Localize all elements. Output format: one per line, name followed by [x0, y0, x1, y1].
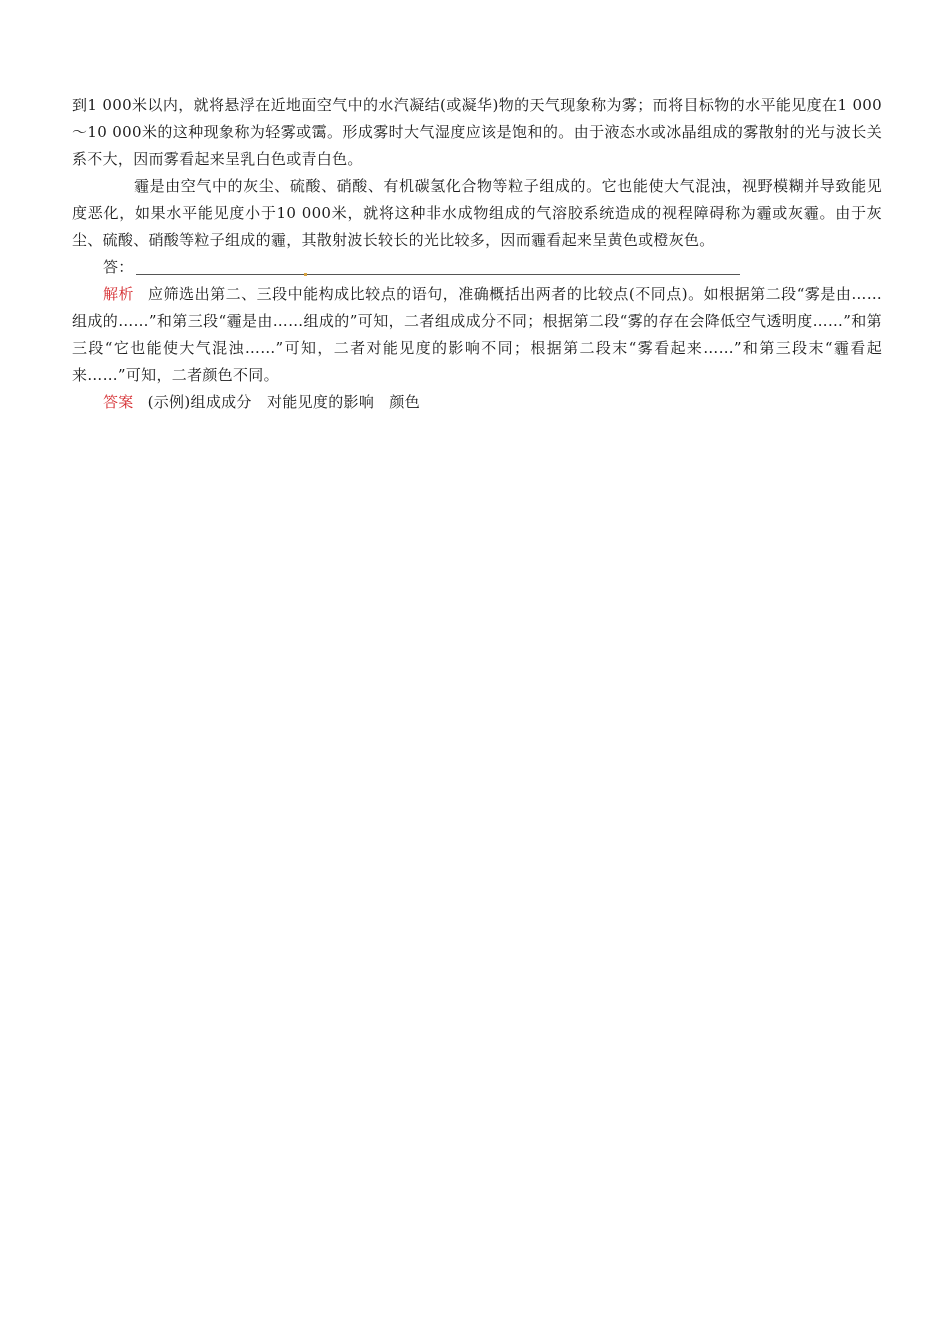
- answer-blank: [136, 274, 740, 275]
- solution-text: (示例)组成成分 对能见度的影响 颜色: [147, 393, 421, 411]
- answer-label: 答：: [103, 258, 134, 276]
- document-body: [72, 92, 882, 416]
- paragraph-haze: 霾是由空气中的灰尘、硫酸、硝酸、有机碳氢化合物等粒子组成的。它也能使大气混浊，视野模糊并导致能见度恶化，如果水平能见度小于10 000米，就将这种非水成物组成的气溶胶系统造成的视程障碍称为霾或灰霾。由于灰尘、硫酸、硝酸等粒子组成的霾，其散射波长较长的光比较多，因而霾看起来呈黄色或橙灰色。: [72, 177, 882, 249]
- paragraph-fog: 到1 000米以内，就将悬浮在近地面空气中的水汽凝结(或凝华)物的天气现象称为雾；而将目标物的水平能见度在1 000～10 000米的这种现象称为轻雾或霭。形成雾时大气湿度应该是饱和的。由于液态水或冰晶组成的雾散射的光与波长关系不大，因而雾看起来呈乳白色或青白色。: [72, 96, 882, 168]
- analysis-paragraph: [72, 281, 882, 389]
- solution-paragraph: [72, 389, 882, 416]
- solution-tag: 答案: [103, 393, 134, 411]
- analysis-tag: 解析: [103, 285, 135, 303]
- analysis-text: 应筛选出第二、三段中能构成比较点的语句，准确概括出两者的比较点(不同点)。如根据第二段“雾是由……组成的……”和第三段“霾是由……组成的”可知，二者组成成分不同；根据第二段“雾的存在会降低空气透明度……”和第三段“它也能使大气混浊……”可知，二者对能见度的影响不同；根据第二段末“雾看起来……”和第三段末“霾看起来……”可知，二者颜色不同。: [72, 285, 882, 384]
- answer-line: [72, 254, 882, 281]
